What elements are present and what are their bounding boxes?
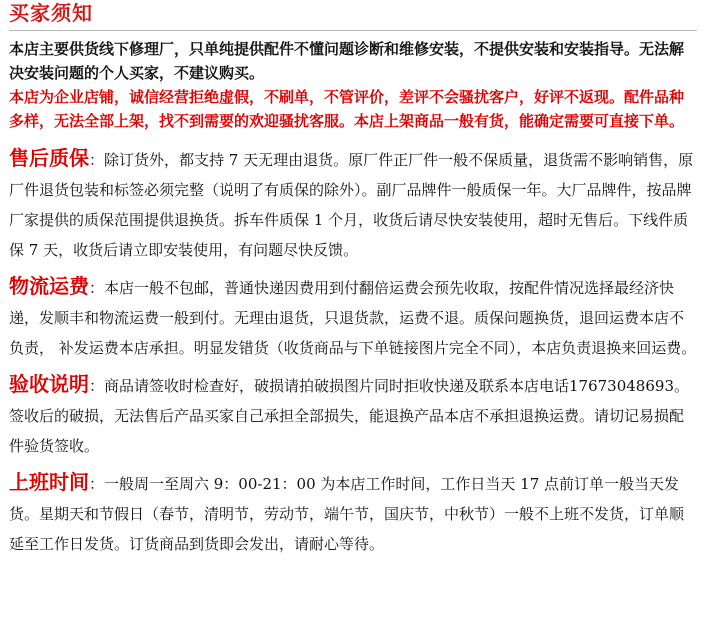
intro-paragraph-1: 本店主要供货线下修理厂，只单纯提供配件不懂问题诊断和维修安装，不提供安装和安装指导。无法解决安装问题的个人买家，不建议购买。 — [9, 40, 685, 82]
intro-paragraph-2: 本店为企业店铺，诚信经营拒绝虚假，不刷单，不管评价，差评不会骚扰客户，好评不返现。配件品种多样，无法全部上架，找不到需要的欢迎骚扰客服。本店上架商品一般有货，能确定需要可直接下单。 — [9, 88, 685, 130]
section-shipping — [9, 271, 697, 363]
page-title: 买家须知 — [9, 1, 93, 25]
section-heading-shipping: 物流运费 — [9, 274, 89, 298]
section-text-working-hours: ：一般周一至周六 9：00-21：00 为本店工作时间，工作日当天 17 点前订单一般当天发货。星期天和节假日（春节，清明节，劳动节，端午节，国庆节，中秋节）一般不上班不发货，订单顺延至工作日发货。订货商品到货即会发出，请耐心等待。 — [9, 475, 685, 553]
section-heading-after-sales: 售后质保 — [9, 146, 89, 170]
section-heading-inspection: 验收说明 — [9, 372, 89, 396]
section-inspection — [9, 369, 697, 461]
spacer — [9, 133, 697, 143]
section-text-after-sales: ：除订货外，都支持 7 天无理由退货。原厂件正厂件一般不保质量，退货需不影响销售，原厂件退货包装和标签必须完整（说明了有质保的除外）。副厂品牌件一般质保一年。大厂品牌件，按品牌厂家提供的质保范围提供退换货。拆车件质保 1 个月，收货后请尽快安装使用，超时无售后。下线件质保 7 天，收货后请立即安装使用，有问题尽快反馈。 — [9, 151, 694, 259]
title-divider — [9, 30, 697, 31]
section-text-inspection: ：商品请签收时检查好，破损请拍破损图片同时拒收快递及联系本店电话17673048693。签收后的破损，无法售后产品买家自己承担全部损失，能退换产品本店不承担退换运费。请切记易损配件验货签收。 — [9, 377, 689, 455]
section-text-shipping: ：本店一般不包邮，普通快递因费用到付翻倍运费会预先收取，按配件情况选择最经济快递，发顺丰和物流运费一般到付。无理由退货，只退货款，运费不退。质保问题换货，退回运费本店不负责， 补发运费本店承担。明显发错货（收货商品与下单链接图片完全不同），本店负责退换来回运费。 — [9, 279, 697, 357]
section-after-sales — [9, 143, 697, 265]
section-working-hours — [9, 467, 697, 559]
section-heading-working-hours: 上班时间 — [9, 470, 89, 494]
